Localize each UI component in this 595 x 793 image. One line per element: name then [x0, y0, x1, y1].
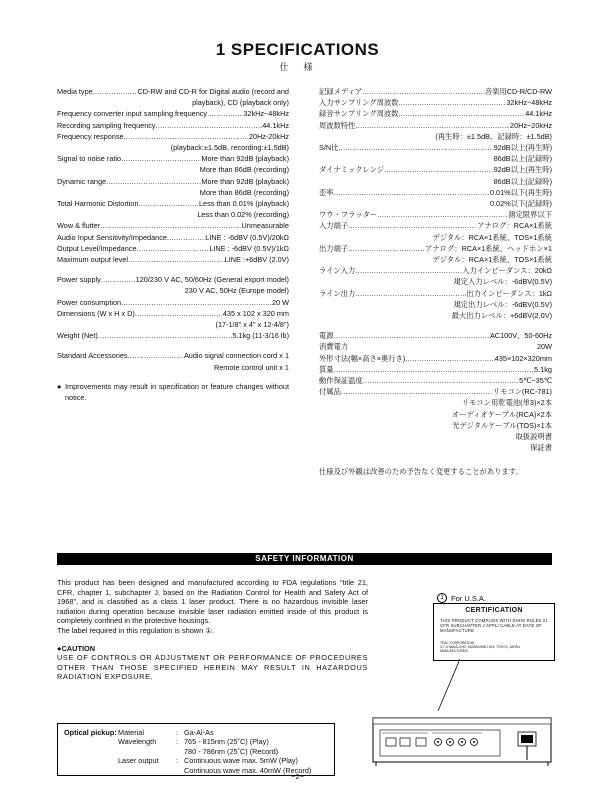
spec-row-thd: Total Harmonic Distortion ..... Less than 0.01% (playback) [57, 198, 289, 209]
safety-body [57, 578, 368, 682]
jp-row-accessories: 付属品 ..... リモコン(RC-781) [319, 386, 552, 397]
jp-row-media: 記録メディア ..... 音楽用CD-R/CD-RW [319, 86, 552, 97]
caution-text: USE OF CONTROLS OR ADJUSTMENT OR PERFORMANCE OF PROCEDURES OTHER THAN THOSE SPECIFIED HEREIN MAY RESULT IN HAZARDOUS RADIATION EXPOSURE. [57, 653, 368, 682]
device-rear-illustration [372, 712, 552, 768]
bullet-icon: ● [57, 643, 62, 653]
jp-row-line-out: ライン出力 ..... 出力インピーダンス：1kΩ [319, 288, 552, 299]
jp-row-temp: 動作保証温度 ..... 5℃~35℃ [319, 375, 552, 386]
optical-pickup-box: Optical pickup: Material Wavelength Laser output : : : Ga-Al-As 765 - 815nm (25˚C) (Play) 780 - 786nm (25˚C) (Record) Continuous wave max. 5mW (Play) Continuous wave max. 40mW (Record) [57, 723, 335, 776]
jp-accessory-item: オーディオケーブル(RCA)×2本 [451, 409, 552, 419]
pickup-heading: Optical pickup: [64, 728, 117, 737]
jp-row-output: 出力端子 ..... アナログ：RCA×1系統、ヘッドホン×1 [319, 243, 552, 254]
jp-row-line-in: ライン入力 ..... 入力インピーダンス：20kΩ [319, 265, 552, 276]
jp-accessory-item: 光デジタルケーブル(TOS)×1本 [452, 420, 552, 430]
safety-heading: SAFETY INFORMATION [57, 553, 552, 565]
spec-row-wow: Wow & flutter ..... Unmeasurable [57, 220, 289, 231]
spec-row-dimensions: Dimensions (W x H x D) ..... 435 x 102 x 320 mm [57, 308, 289, 319]
spec-row-media-type: Media type ..... CD-RW and CD-R for Digital audio (record and [57, 86, 289, 97]
spec-row-dynamic-range: Dynamic range ..... More than 92dB (playback) [57, 176, 289, 187]
specs-english: Media type ..... CD-RW and CD-R for Digital audio (record and playback), CD (playback only) Frequency converter input sampling frequency ..... 32kHz~48kHz Recording sampling frequency ..... 44.1kHz Frequency response ..... 20Hz-20kHz (playback:±1.5dB, recording:±1.5dB) Signal to noise ratio ..... More than 92dB (playback) More than 86dB (recording) Dynamic range ..... More than 92dB (playback) More than 86dB (recording) Total Harmonic Distortion ..... Less than 0.01% (playback) Less than 0.02% (recording) Wow & flutter ..... Unmeasurable Audio Input Sensitivity/Impedance ..... LINE : -6dBV (0.5V)/20kΩ Output Level/Impedance ..... LINE : -6dBV (0.5V)/1kΩ Maximum output level ..... LINE :+6dBV (2.0V) Power supply ..... 120/230 V AC, 50/60Hz (General export model) 230 V AC, 50Hz (Europe model) Power consumption ..... 20 W Dimensions (W x H x D) ..... 435 x 102 x 320 mm (17-1/8" x 4" x 12-4/8") Weight (Net) ..... 5.1kg (11-3/16 lb) Standard Accessories ..... Audio signal connection cord x 1 Remote control unit x 1 ● Improvements may result in specification or feature changes without notice. [57, 86, 289, 403]
jp-row-dynamic: ダイナミックレンジ ..... 92dB以上(再生時) [319, 164, 552, 175]
spec-row-audio-input: Audio Input Sensitivity/Impedance ..... LINE : -6dBV (0.5V)/20kΩ [57, 232, 289, 243]
jp-row-sn: S/N比 ..... 92dB以上(再生時) [319, 142, 552, 153]
jp-row-input-sampling: 入力サンプリング周波数 ..... 32kHz~48kHz [319, 97, 552, 108]
spec-row-freq-converter: Frequency converter input sampling frequency ..... 32kHz~48kHz [57, 108, 289, 119]
jp-row-power: 電源 ..... AC100V、50-60Hz [319, 330, 552, 341]
spec-row-weight: Weight (Net) ..... 5.1kg (11-3/16 lb) [57, 330, 289, 341]
jp-row-dims: 外形寸法(幅×高さ×奥行き) ..... 435×102×320mm [319, 353, 552, 364]
jp-row-input: 入力端子 ..... アナログ：RCA×1系統 [319, 220, 552, 231]
jp-accessory-item: 取扱説明書 [515, 432, 552, 442]
jp-accessory-item: リモコン用乾電池(単3)×2本 [461, 398, 552, 408]
improvement-note: ● Improvements may result in specification or feature changes without notice. [57, 381, 289, 403]
specs-japanese: 記録メディア ..... 音楽用CD-R/CD-RW 入力サンプリング周波数 ..... 32kHz~48kHz 録音サンプリング周波数 ..... 44.1kHz 周波数特性 ..... 20Hz~20kHz (再生時：±1.5dB、記録時：±1.5dB) S/N比 ..... 92dB以上(再生時) 86dB以上(記録時) ダイナミックレンジ ..... 92dB以上(再生時) 86dB以上(記録時) 歪率 ..... 0.01%以下(再生時) 0.02%以下(記録時) ワウ・フラッター ..... 測定限界以下 入力端子 ..... アナログ：RCA×1系統 デジタル：RCA×1系統、TOS×1系統 出力端子 ..... アナログ：RCA×1系統、ヘッドホン×1 デジタル：RCA×1系統、TOS×1系統 ライン入力 ..... 入力インピーダンス：20kΩ 規定入力レベル：-6dBV(0.5V) ライン出力 ..... 出力インピーダンス：1kΩ 規定出力レベル：-6dBV(0.5V) 最大出力レベル：+6dBV(2.0V) 電源 ..... AC100V、50-60Hz 消費電力 20W 外形寸法(幅×高さ×奥行き) ..... 435×102×320mm 質量 ..... 5.1kg 動作保証温度 ..... 5℃~35℃ 付属品 ..... リモコン(RC-781) リモコン用乾電池(単3)×2本 オーディオケーブル(RCA)×2本 光デジタルケーブル(TOS)×1本 取扱説明書 保証書 仕様及び外観は改善のため予告なく変更することがあります。 [319, 86, 552, 477]
jp-accessory-item: 保証書 [530, 443, 552, 453]
usa-label: 1 For U.S.A. [437, 593, 486, 603]
spec-row-snr: Signal to noise ratio ..... More than 92dB (playback) [57, 153, 289, 164]
spec-row-power-supply: Power supply ..... 120/230 V AC, 50/60Hz (General export model) [57, 274, 289, 285]
safety-paragraph: This product has been designed and manufactured according to FDA regulations "title 21, CFR, chapter 1, subchapter J, based on the Radiation Control for Health and Safety Act of 1968", and is classified as a class 1 laser product. There is no hazardous invisible laser radiation during operation because invisible laser radiation emitted inside of this product is completely confined in the protective housings. [57, 578, 368, 626]
page-title: 1 SPECIFICATIONS [215, 40, 380, 59]
caution-heading: ●CAUTION [57, 643, 96, 653]
jp-row-consumption: 消費電力 20W [319, 342, 552, 352]
spec-row-rec-sampling: Recording sampling frequency ..... 44.1kHz [57, 120, 289, 131]
page-subtitle: 仕 様 [279, 62, 316, 72]
bullet-icon: ● [57, 381, 62, 391]
jp-row-rec-sampling: 録音サンプリング周波数 ..... 44.1kHz [319, 108, 552, 119]
certification-label: CERTIFICATION THIS PRODUCT COMPLIES WITH DHHS RULES 21 CFR SUBCHAPTER J APPLI CABLE AT DATE OF MANUFACTURE TEAC CORPORATION 3-7-3 NAKA-CHO, MUSASHINO-SHI, TOKYO, JAPAN MANUFACTURED: [433, 603, 555, 661]
circled-number-icon: 1 [437, 593, 447, 603]
jp-row-freq: 周波数特性 ..... 20Hz~20kHz [319, 120, 552, 131]
page-number: −2− [291, 772, 304, 781]
jp-change-note: 仕様及び外観は改善のため予告なく変更することがあります。 [319, 466, 523, 476]
safety-label-line: The label required in this regulation is shown ①. [57, 625, 214, 635]
pickup-values: Ga-Al-As 765 - 815nm (25˚C) (Play) 780 - 786nm (25˚C) (Record) Continuous wave max. 5mW (Play) Continuous wave max. 40mW (Record) [184, 728, 312, 775]
jp-row-weight: 質量 ..... 5.1kg [319, 364, 552, 375]
spec-row-output-level: Output Level/Impedance ..... LINE : -6dBV (0.5V)/1kΩ [57, 243, 289, 254]
spec-row-power-consumption: Power consumption ..... 20 W [57, 297, 289, 308]
jp-row-wow: ワウ・フラッター ..... 測定限界以下 [319, 209, 552, 220]
pickup-labels: Material Wavelength Laser output [118, 728, 159, 766]
spec-row-freq-response: Frequency response ..... 20Hz-20kHz [57, 131, 289, 142]
spec-row-accessories: Standard Accessories ..... Audio signal connection cord x 1 [57, 350, 289, 361]
spec-row-max-output: Maximum output level ..... LINE :+6dBV (2.0V) [57, 254, 289, 265]
jp-row-distortion: 歪率 ..... 0.01%以下(再生時) [319, 187, 552, 198]
label-pointer-line [420, 655, 470, 715]
